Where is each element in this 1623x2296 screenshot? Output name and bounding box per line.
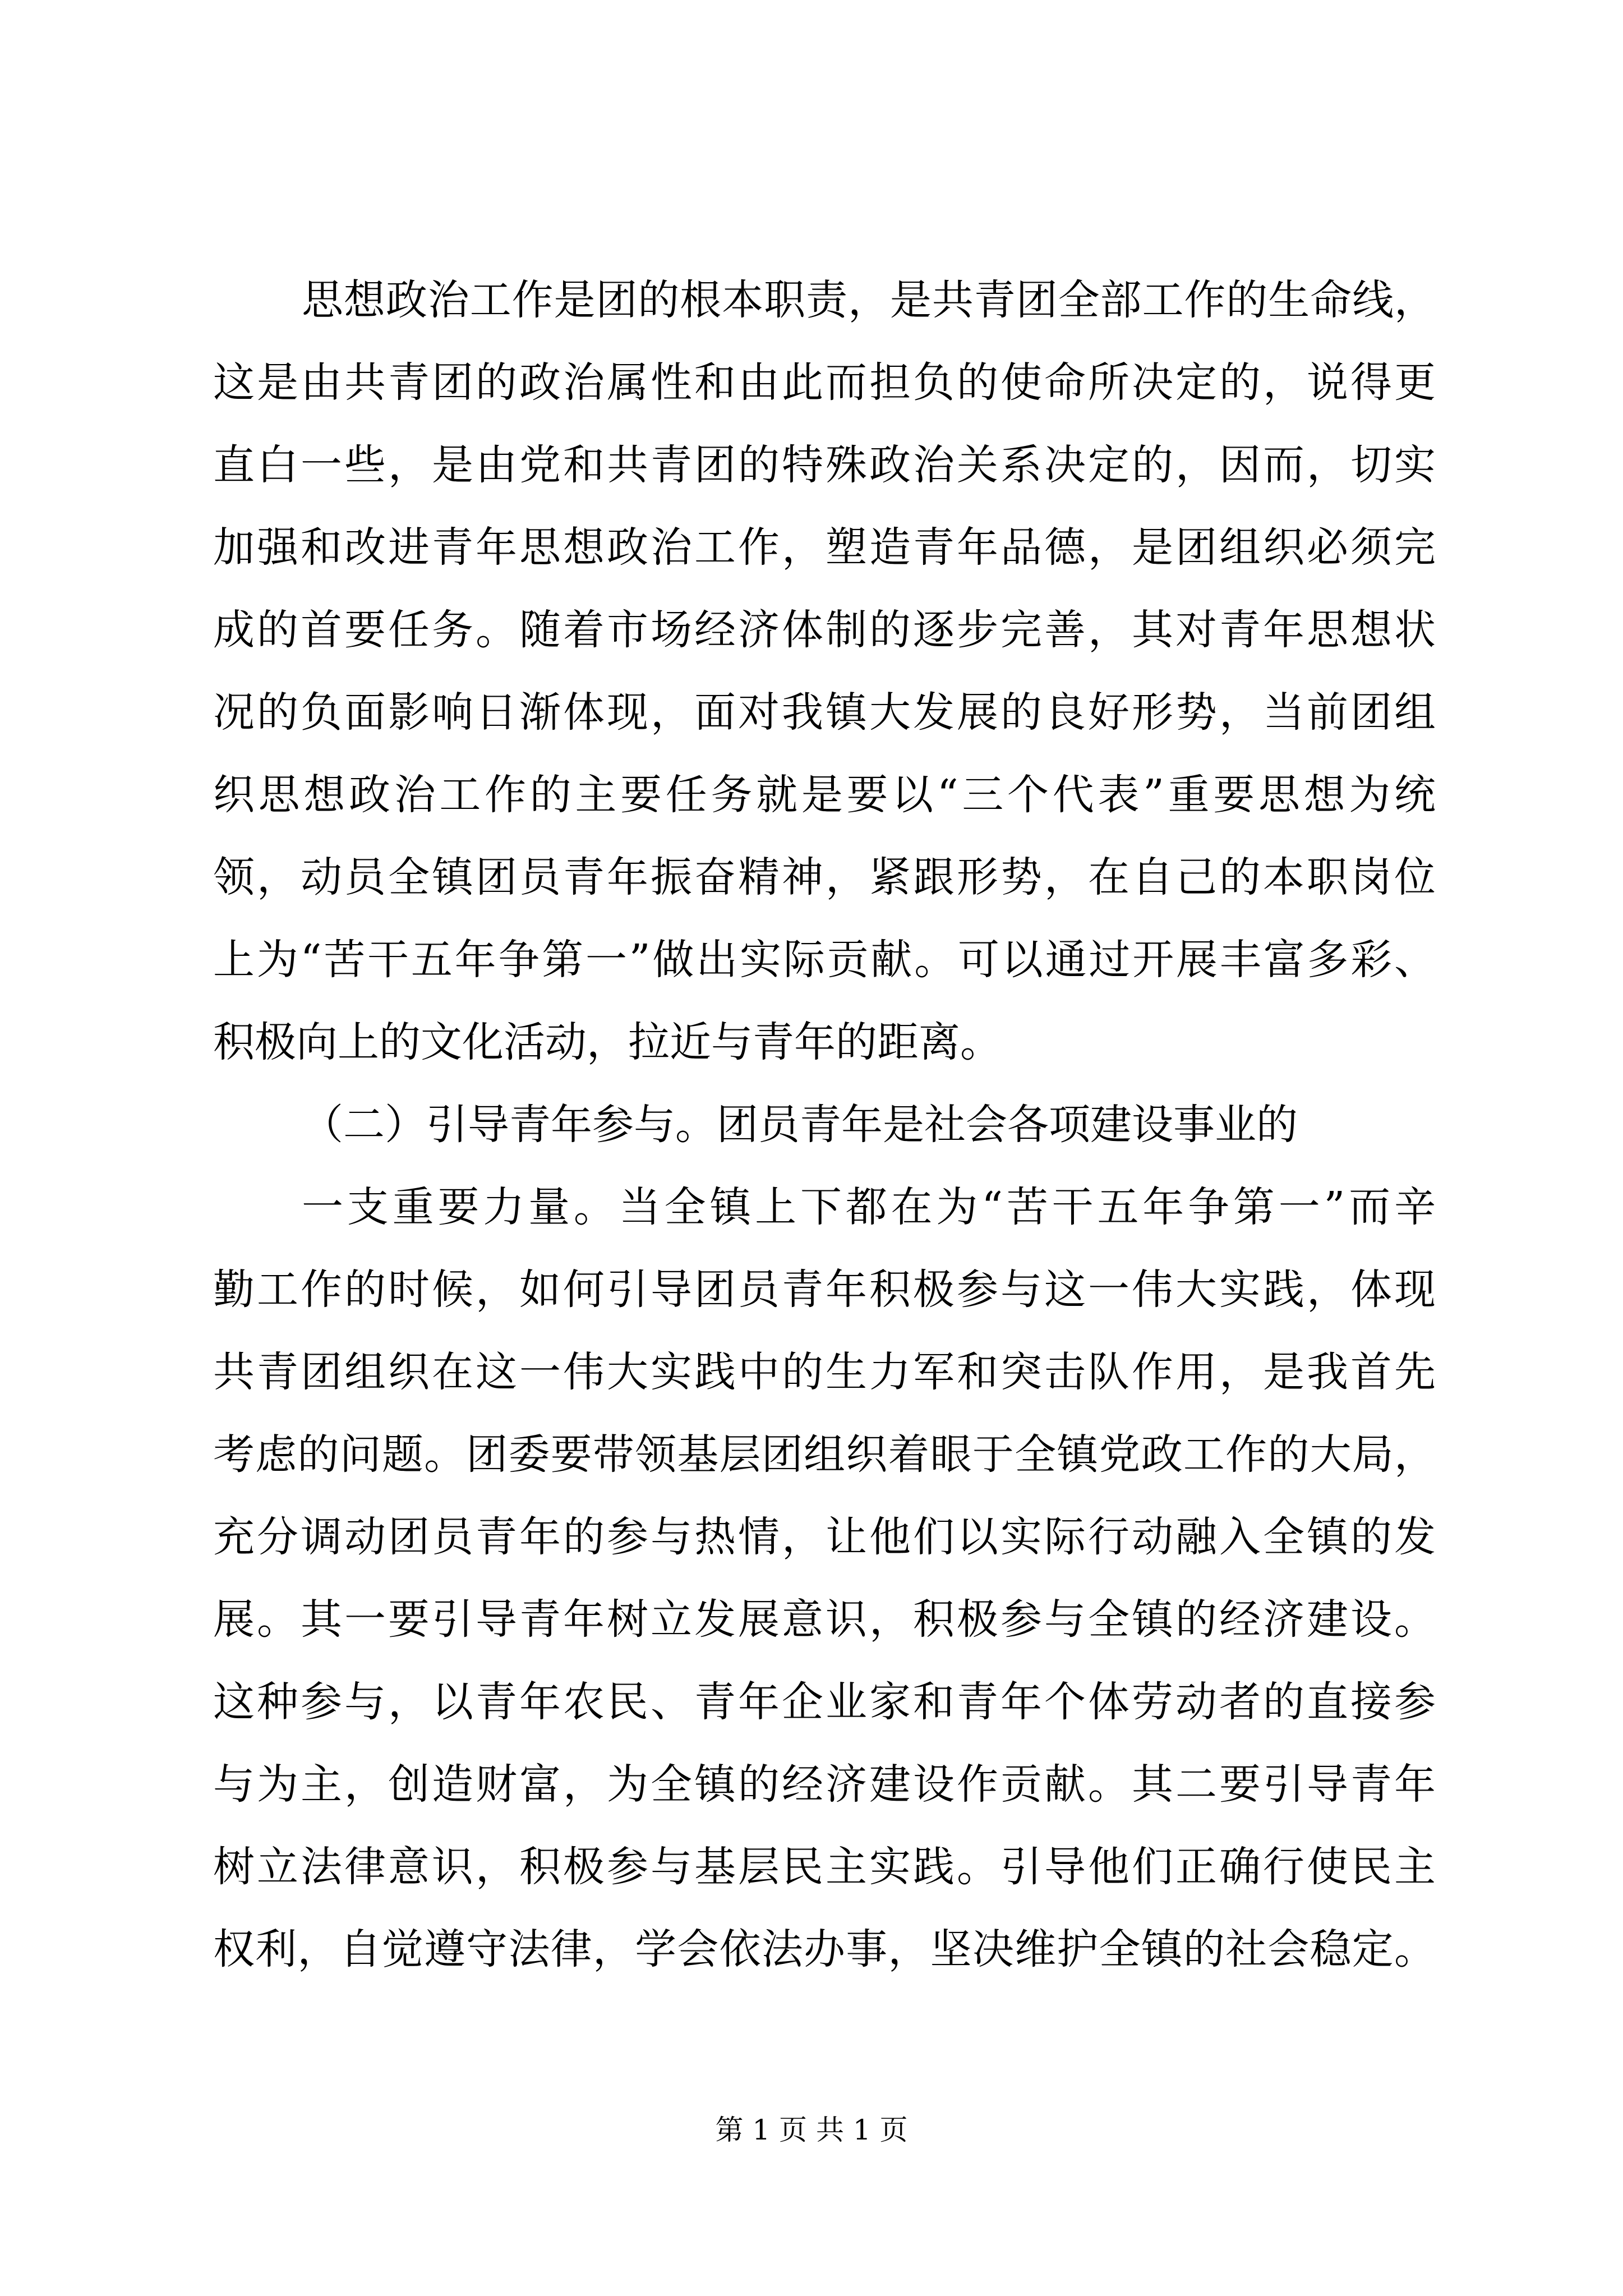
text-line: 况的负面影响日渐体现，面对我镇大发展的良好形势，当前团组 — [213, 688, 1436, 737]
text-line: 一支重要力量。当全镇上下都在为“苦干五年争第一”而辛 — [302, 1183, 1436, 1231]
text-line: 勤工作的时候，如何引导团员青年积极参与这一伟大实践，体现 — [213, 1266, 1436, 1314]
text-line: 成的首要任务。随着市场经济体制的逐步完善，其对青年思想状 — [213, 606, 1436, 654]
text-line: 树立法律意识，积极参与基层民主实践。引导他们正确行使民主 — [213, 1843, 1436, 1891]
section-heading: （二）引导青年参与。团员青年是社会各项建设事业的 — [302, 1101, 1298, 1149]
text-line: 这种参与，以青年农民、青年企业家和青年个体劳动者的直接参 — [213, 1678, 1436, 1726]
text-line: 直白一些，是由党和共青团的特殊政治关系决定的，因而，切实 — [213, 441, 1436, 489]
text-line: 思想政治工作是团的根本职责，是共青团全部工作的生命线， — [302, 276, 1436, 324]
text-line: 展。其一要引导青年树立发展意识，积极参与全镇的经济建设。 — [213, 1595, 1436, 1644]
text-line: 充分调动团员青年的参与热情，让他们以实际行动融入全镇的发 — [213, 1513, 1436, 1561]
text-line: 积极向上的文化活动，拉近与青年的距离。 — [213, 1018, 1002, 1066]
text-line: 加强和改进青年思想政治工作，塑造青年品德，是团组织必须完 — [213, 523, 1436, 572]
text-line: 领，动员全镇团员青年振奋精神，紧跟形势，在自己的本职岗位 — [213, 853, 1436, 901]
text-line: 权利，自觉遵守法律，学会依法办事，坚决维护全镇的社会稳定。 — [213, 1925, 1436, 1973]
text-line: 与为主，创造财富，为全镇的经济建设作贡献。其二要引导青年 — [213, 1760, 1436, 1809]
text-line: 共青团组织在这一伟大实践中的生力军和突击队作用，是我首先 — [213, 1348, 1436, 1396]
text-line: 织思想政治工作的主要任务就是要以“三个代表”重要思想为统 — [213, 771, 1436, 819]
body-text — [213, 259, 1436, 1991]
page-footer — [0, 2110, 1623, 2150]
text-line: 考虑的问题。团委要带领基层团组织着眼于全镇党政工作的大局， — [213, 1430, 1436, 1479]
page-number-label: 第 1 页 共 1 页 — [715, 2114, 908, 2146]
text-line: 这是由共青团的政治属性和由此而担负的使命所决定的，说得更 — [213, 358, 1436, 407]
text-line: 上为“苦干五年争第一”做出实际贡献。可以通过开展丰富多彩、 — [213, 936, 1436, 984]
